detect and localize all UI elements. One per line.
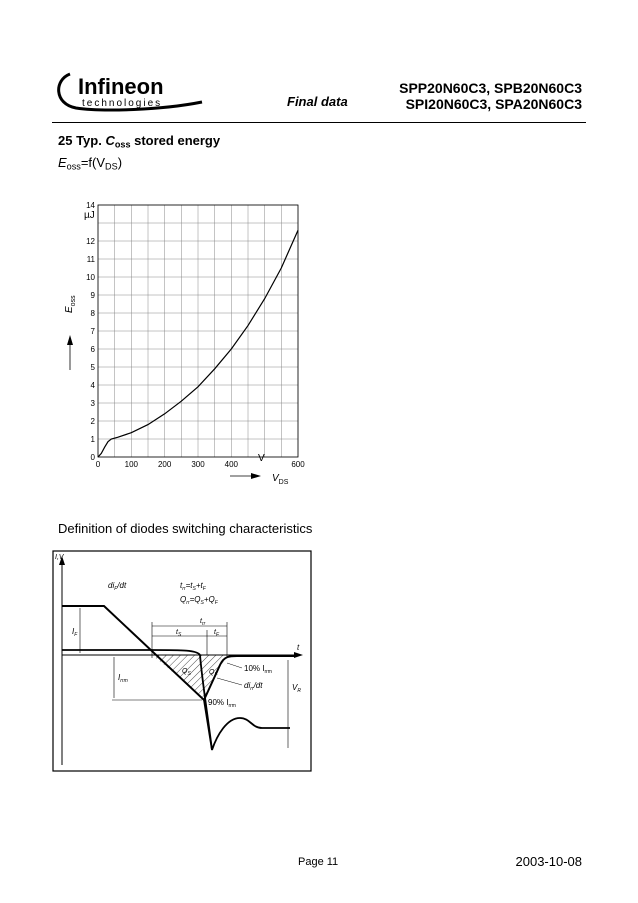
x-tick-label: 0 [95,460,101,469]
t-label: t [297,643,300,652]
x-unit-label: V [258,453,265,464]
trr-equation: $t_{rr}=t_S+t_F$ [180,581,206,592]
x-axis-label: $V_{DS}$ [272,473,289,486]
y-tick-label: 3 [90,399,95,408]
y-axis-label: $E_{oss}$ [64,295,77,313]
didt2-leader [217,678,242,685]
iv-label: I,V [55,554,64,561]
section-title: 25 Typ. $C_{oss}$ stored energy [58,133,221,150]
qs-label: $Q_S$ [182,668,191,677]
y-tick-label: 2 [90,417,95,426]
y-unit: µJ [84,210,95,221]
diode-switching-diagram [52,550,312,772]
qrr-equation: $Q_{rr}=Q_S+Q_F$ [180,595,218,606]
logo-text: Infineon [78,74,164,99]
y-tick-label: 12 [86,237,95,246]
y-tick-label: 7 [90,327,95,336]
y-tick-label: 10 [86,273,95,282]
logo-subtext: technologies [82,98,163,109]
y-tick-label: 1 [90,435,95,444]
x-tick-label: 100 [124,460,139,469]
y-tick-label: 14 [86,201,95,210]
document-date: 2003-10-08 [515,854,582,869]
chart-grid [98,205,298,457]
part-numbers-line1: SPP20N60C3, SPB20N60C3 [399,80,582,96]
p10-leader [227,663,242,668]
y-tick-label: 0 [90,453,95,462]
trr-label: $t_{rr}$ [200,618,206,627]
p90-label: 90% $I_{rrm}$ [208,698,236,709]
vr-label: $V_R$ [292,683,301,694]
x-tick-label: 600 [291,460,305,469]
y-tick-label: 4 [90,381,95,390]
didt-label: $di_F/dt$ [108,581,127,592]
final-data-label: Final data [287,94,348,109]
section-function: $E_{oss}=f(V_{DS})$ [58,155,123,172]
x-tick-label: 200 [157,460,172,469]
header-rule [52,122,586,123]
irrm-label: $I_{rrm}$ [118,673,128,684]
y-axis-arrow-icon [67,335,73,345]
y-tick-label: 9 [90,291,95,300]
page-number: Page 11 [298,856,339,868]
y-tick-label: 6 [90,345,95,354]
y-tick-label: 11 [86,255,95,264]
didt2-label: $di_{rr}/dt$ [244,681,263,692]
tf-label: $t_F$ [214,629,220,638]
qf-label: $Q_F$ [209,669,218,678]
y-tick-label: 8 [90,309,95,318]
eoss-chart [50,195,320,490]
x-axis-arrow-icon [251,473,261,479]
ts-label: $t_S$ [176,629,182,638]
x-tick-label: 300 [191,460,205,469]
part-numbers-line2: SPI20N60C3, SPA20N60C3 [405,96,582,112]
diode-heading: Definition of diodes switching characteristics [58,521,313,536]
infineon-logo [52,66,222,114]
x-tick-label: 400 [224,460,239,469]
p10-label: 10% $I_{rrm}$ [244,664,272,675]
y-tick-label: 5 [90,363,95,372]
if-label: $I_F$ [72,627,78,638]
